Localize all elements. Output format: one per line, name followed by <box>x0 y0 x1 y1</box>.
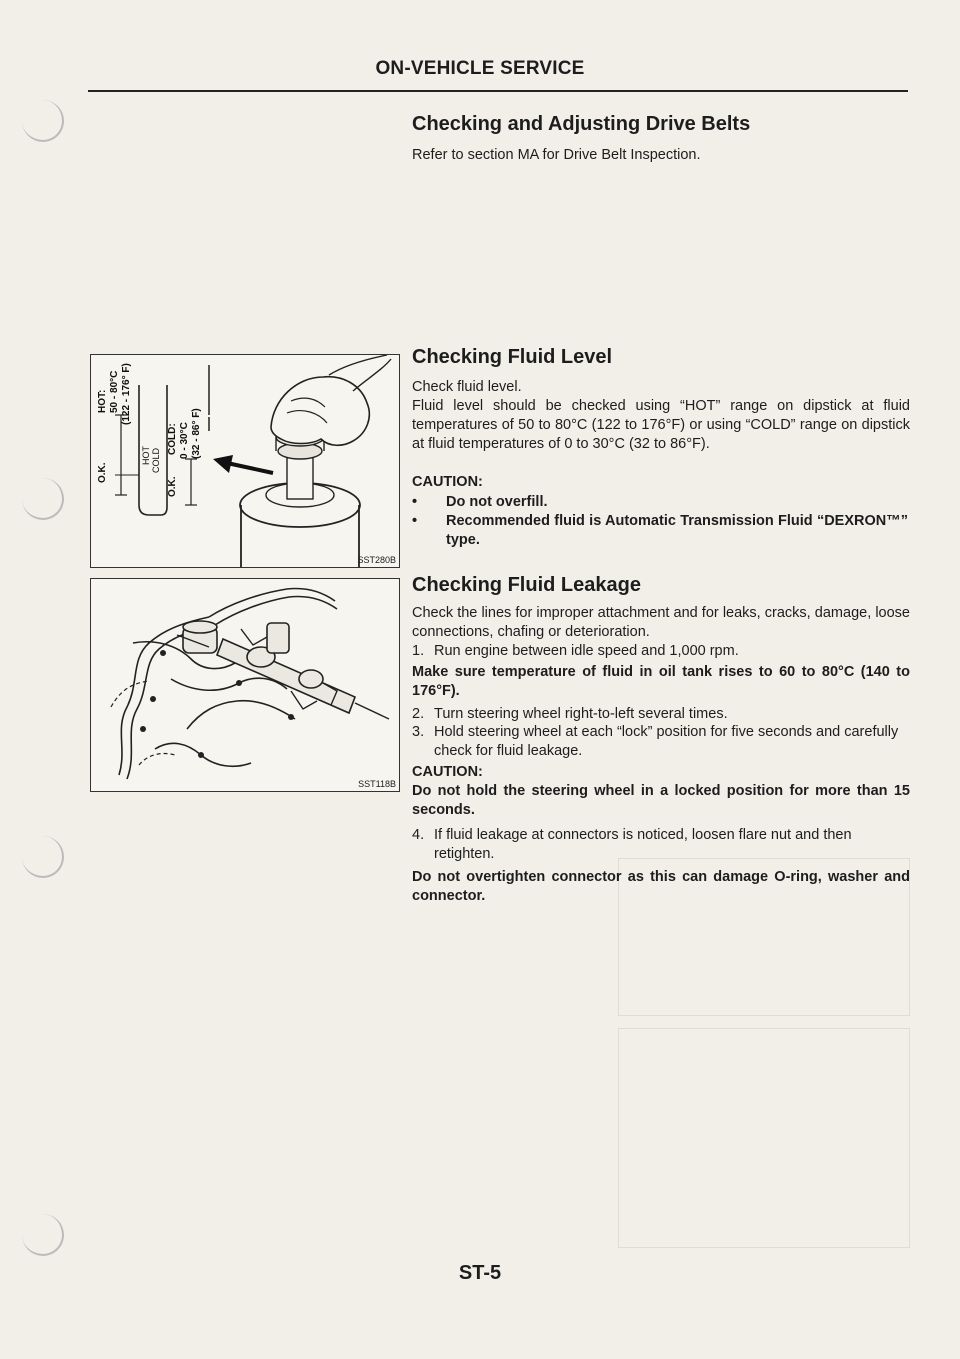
hot-label: HOT: <box>97 389 108 413</box>
bleed-through-figure <box>618 858 910 1016</box>
fluid-leakage-intro: Check the lines for improper attachment and for leaks, cracks, damage, loose connections, chafing or deterioration. <box>412 605 910 640</box>
step-number: 1. <box>412 643 425 659</box>
fluid-leakage-caution-text: Do not hold the steering wheel in a locked position for more than 15 seconds. <box>412 783 910 818</box>
cold-label: COLD: <box>167 423 178 455</box>
binder-hole <box>22 836 64 878</box>
bullet-symbol: • <box>412 494 418 510</box>
fluid-level-line2: Fluid level should be checked using “HOT” range on dipstick at fluid temperatures of 50 to 80°C (122 to 176°F) or using “COLD” range on dipstick at fluid temperatures of 0 to 30°C (32 to 86°F). <box>412 398 910 452</box>
binder-hole <box>22 100 64 142</box>
step-text: If fluid leakage at connectors is noticed, loosen flare nut and then retighten. <box>434 827 852 862</box>
fluid-leakage-caution-label: CAUTION: <box>412 764 483 780</box>
bullet-text: Do not overfill. <box>446 494 548 510</box>
figure-code-sst280b: SST280B <box>357 555 396 565</box>
step-number: 3. <box>412 724 425 740</box>
cold-range-c: 0 - 30°C <box>179 422 190 459</box>
step-text: Hold steering wheel at each “lock” position for five seconds and carefully check for fluid leakage. <box>434 724 899 759</box>
section-heading-fluid-leakage: Checking Fluid Leakage <box>412 574 641 596</box>
fluid-leakage-temperature-note: Make sure temperature of fluid in oil tank rises to 60 to 80°C (140 to 176°F). <box>412 664 910 699</box>
figure-code-sst118b: SST118B <box>358 779 396 789</box>
hot-mark: HOT <box>141 446 151 465</box>
step-text: Run engine between idle speed and 1,000 rpm. <box>434 643 739 659</box>
dipstick-figure <box>90 354 400 568</box>
bullet-text: Recommended fluid is Automatic Transmission Fluid “DEXRON™” type. <box>446 513 908 548</box>
hot-range-f: (122 - 176° F) <box>121 363 132 425</box>
step-text: Turn steering wheel right-to-left several times. <box>434 706 728 722</box>
cold-mark: COLD <box>151 447 161 473</box>
fluid-level-line1: Check fluid level. <box>412 379 522 395</box>
page-number: ST-5 <box>458 1262 502 1284</box>
fluid-leakage-overtighten-note: Do not overtighten connector as this can damage O-ring, washer and connector. <box>412 869 910 904</box>
step-number: 4. <box>412 827 425 843</box>
cold-range-f: (32 - 86° F) <box>191 408 202 459</box>
binder-hole <box>22 478 64 520</box>
steering-lines-illustration <box>91 579 399 791</box>
step-number: 2. <box>412 706 425 722</box>
drive-belts-text: Refer to section MA for Drive Belt Inspection. <box>412 147 701 163</box>
ok-label-hot: O.K. <box>97 462 108 483</box>
section-heading-fluid-level: Checking Fluid Level <box>412 346 613 368</box>
ok-label-cold: O.K. <box>167 476 178 497</box>
binder-hole <box>22 1214 64 1256</box>
hot-range-c: 50 - 80°C <box>109 370 120 413</box>
steering-lines-figure <box>90 578 400 792</box>
section-heading-drive-belts: Checking and Adjusting Drive Belts <box>412 113 751 135</box>
dipstick-illustration <box>91 355 399 567</box>
page-header-title: ON-VEHICLE SERVICE <box>375 58 585 79</box>
bleed-through-figure <box>618 1028 910 1248</box>
fluid-level-caution-label: CAUTION: <box>412 474 483 490</box>
bullet-symbol: • <box>412 513 418 529</box>
header-rule <box>88 90 908 92</box>
